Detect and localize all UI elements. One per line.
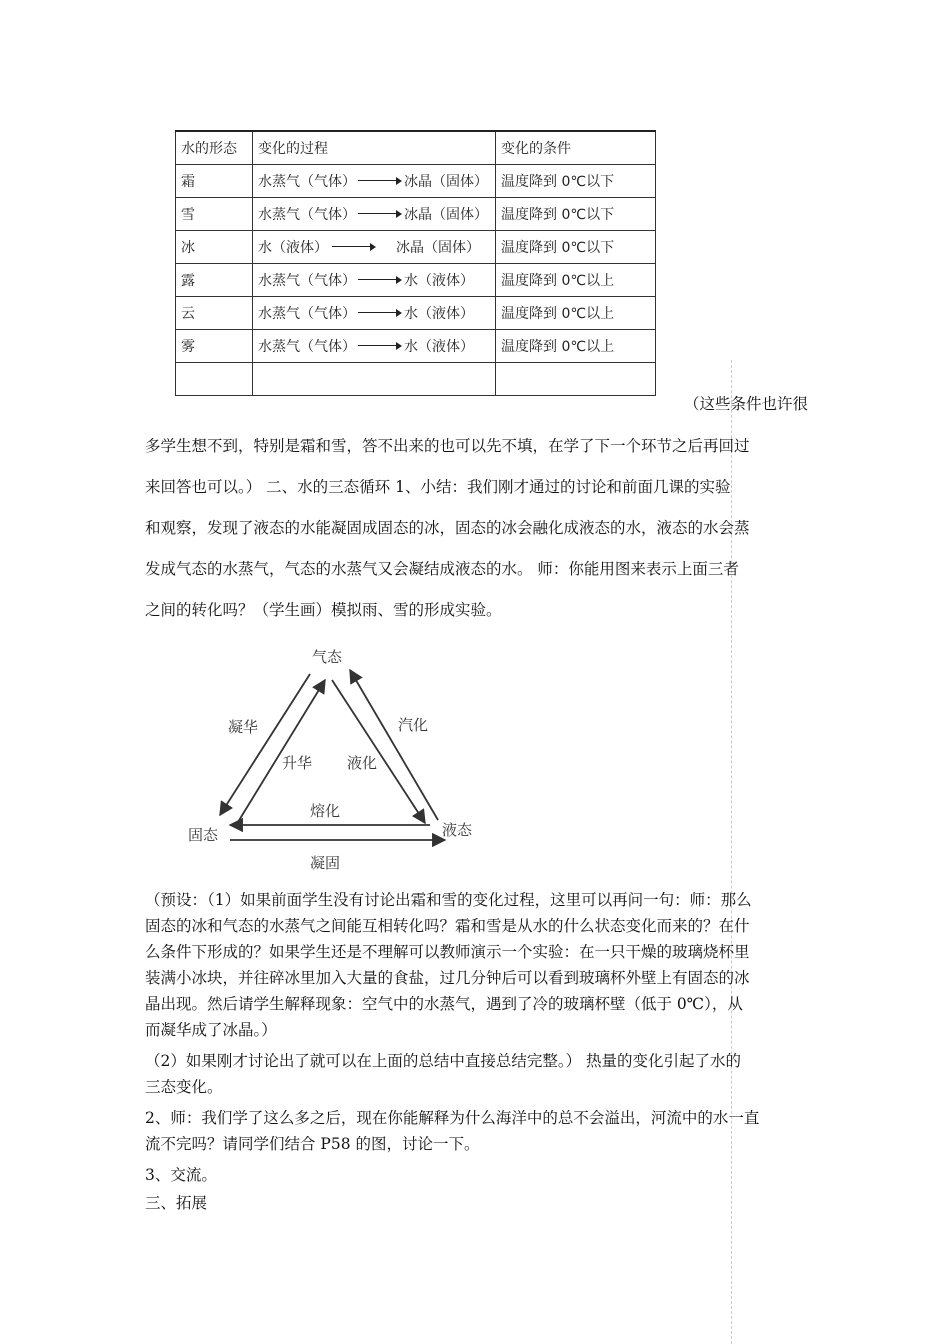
vaporization-arrow — [350, 670, 438, 820]
para2-line: 三态变化。 — [145, 1078, 223, 1096]
row-form: 云 — [176, 297, 253, 330]
para1-line: 之间的转化吗？（学生画）模拟雨、雪的形成实验。 — [145, 601, 502, 619]
row-process — [253, 165, 496, 198]
table-row — [176, 297, 656, 330]
row-condition: 温度降到 0℃以上 — [496, 264, 656, 297]
row-condition: 温度降到 0℃以下 — [496, 198, 656, 231]
right-arrow-icon — [358, 275, 402, 285]
deposition-arrow — [220, 674, 313, 815]
para2-line: 2、师：我们学了这么多之后，现在你能解释为什么海洋中的总不会溢出，河流中的水一直 — [145, 1109, 760, 1127]
row-process — [253, 198, 496, 231]
right-arrow-icon — [358, 341, 402, 351]
process-from: 水蒸气（气体） — [258, 306, 356, 322]
table-row — [176, 231, 656, 264]
para1-line: 多学生想不到，特别是霜和雪，答不出来的也可以先不填，在学了下一个环节之后再回过 — [145, 437, 750, 455]
table-row — [176, 165, 656, 198]
para1-line: 来回答也可以。） 二、水的三态循环 1、小结：我们刚才通过的讨论和前面几课的实验 — [145, 478, 731, 496]
sublimation-arrow — [238, 680, 325, 822]
row-condition: 温度降到 0℃以上 — [496, 297, 656, 330]
process-from: 水蒸气（气体） — [258, 174, 356, 190]
row-form: 冰 — [176, 231, 253, 264]
process-from: 水蒸气（气体） — [258, 273, 356, 289]
row-process — [253, 231, 496, 264]
para2-line: 装满小冰块，并往碎冰里加入大量的食盐，过几分钟后可以看到玻璃杯外壁上有固态的冰 — [145, 969, 750, 987]
table-row-empty — [176, 363, 656, 396]
para2-line: （预设：（1）如果前面学生没有讨论出霜和雪的变化过程，这里可以再问一句：师：那么 — [145, 891, 752, 909]
process-to: 水（液体） — [404, 339, 474, 355]
state-gas: 气态 — [312, 648, 343, 666]
right-arrow-icon — [358, 209, 402, 219]
para2-line: 3、交流。 — [145, 1166, 217, 1184]
para1-line: （这些条件也许很 — [684, 395, 809, 413]
table-row — [176, 330, 656, 363]
para1-line: 发成气态的水蒸气，气态的水蒸气又会凝结成液态的水。 师：你能用图来表示上面三者 — [145, 560, 739, 578]
water-forms-table — [175, 130, 656, 396]
para2-line: 固态的冰和气态的水蒸气之间能互相转化吗？霜和雪是从水的什么状态变化而来的？在什 — [145, 917, 750, 935]
state-liquid: 液态 — [442, 821, 473, 839]
table-row — [176, 264, 656, 297]
process-from: 水（液体） — [258, 240, 328, 256]
right-arrow-icon — [358, 176, 402, 186]
label-melting: 熔化 — [310, 802, 341, 820]
label-freezing: 凝固 — [310, 854, 341, 872]
label-liquefaction: 液化 — [347, 754, 378, 772]
empty-cell — [496, 363, 656, 396]
para2-line: 而凝华成了冰晶。） — [145, 1021, 277, 1039]
para2-line: 流不完吗？请同学们结合 P58 的图，讨论一下。 — [145, 1135, 480, 1153]
header-form: 水的形态 — [176, 131, 253, 165]
process-to: 水（液体） — [404, 306, 474, 322]
process-from: 水蒸气（气体） — [258, 207, 356, 223]
process-from: 水蒸气（气体） — [258, 339, 356, 355]
row-condition: 温度降到 0℃以上 — [496, 330, 656, 363]
right-arrow-icon — [358, 308, 402, 318]
label-deposition: 凝华 — [228, 718, 259, 736]
header-condition: 变化的条件 — [496, 131, 656, 165]
label-sublimation: 升华 — [282, 754, 313, 772]
label-vaporization: 汽化 — [398, 716, 429, 734]
table-row — [176, 198, 656, 231]
row-condition: 温度降到 0℃以下 — [496, 231, 656, 264]
para2-line: 么条件下形成的？如果学生还是不理解可以教师演示一个实验：在一只干燥的玻璃烧杯里 — [145, 943, 750, 961]
process-to: 冰晶（固体） — [396, 240, 480, 256]
para2-line: （2）如果刚才讨论出了就可以在上面的总结中直接总结完整。） 热量的变化引起了水的 — [145, 1052, 742, 1070]
row-process — [253, 264, 496, 297]
row-form: 霜 — [176, 165, 253, 198]
liquefaction-arrow — [332, 680, 425, 823]
page-margin-guide — [731, 360, 732, 1344]
process-to: 冰晶（固体） — [404, 207, 488, 223]
process-to: 水（液体） — [404, 273, 474, 289]
row-form: 雪 — [176, 198, 253, 231]
row-process — [253, 330, 496, 363]
table-header-row — [176, 131, 656, 165]
row-form: 露 — [176, 264, 253, 297]
water-cycle-diagram — [180, 640, 500, 880]
empty-cell — [176, 363, 253, 396]
row-condition: 温度降到 0℃以下 — [496, 165, 656, 198]
para2-line: 三、拓展 — [145, 1194, 208, 1212]
para1-line: 和观察，发现了液态的水能凝固成固态的冰，固态的冰会融化成液态的水，液态的水会蒸 — [145, 519, 750, 537]
state-solid: 固态 — [188, 826, 219, 844]
empty-cell — [253, 363, 496, 396]
row-process — [253, 297, 496, 330]
row-form: 雾 — [176, 330, 253, 363]
process-to: 冰晶（固体） — [404, 174, 488, 190]
header-process: 变化的过程 — [253, 131, 496, 165]
right-arrow-icon — [332, 242, 376, 252]
para2-line: 晶出现。然后请学生解释现象：空气中的水蒸气，遇到了冷的玻璃杯壁（低于 0℃），从 — [145, 995, 743, 1013]
